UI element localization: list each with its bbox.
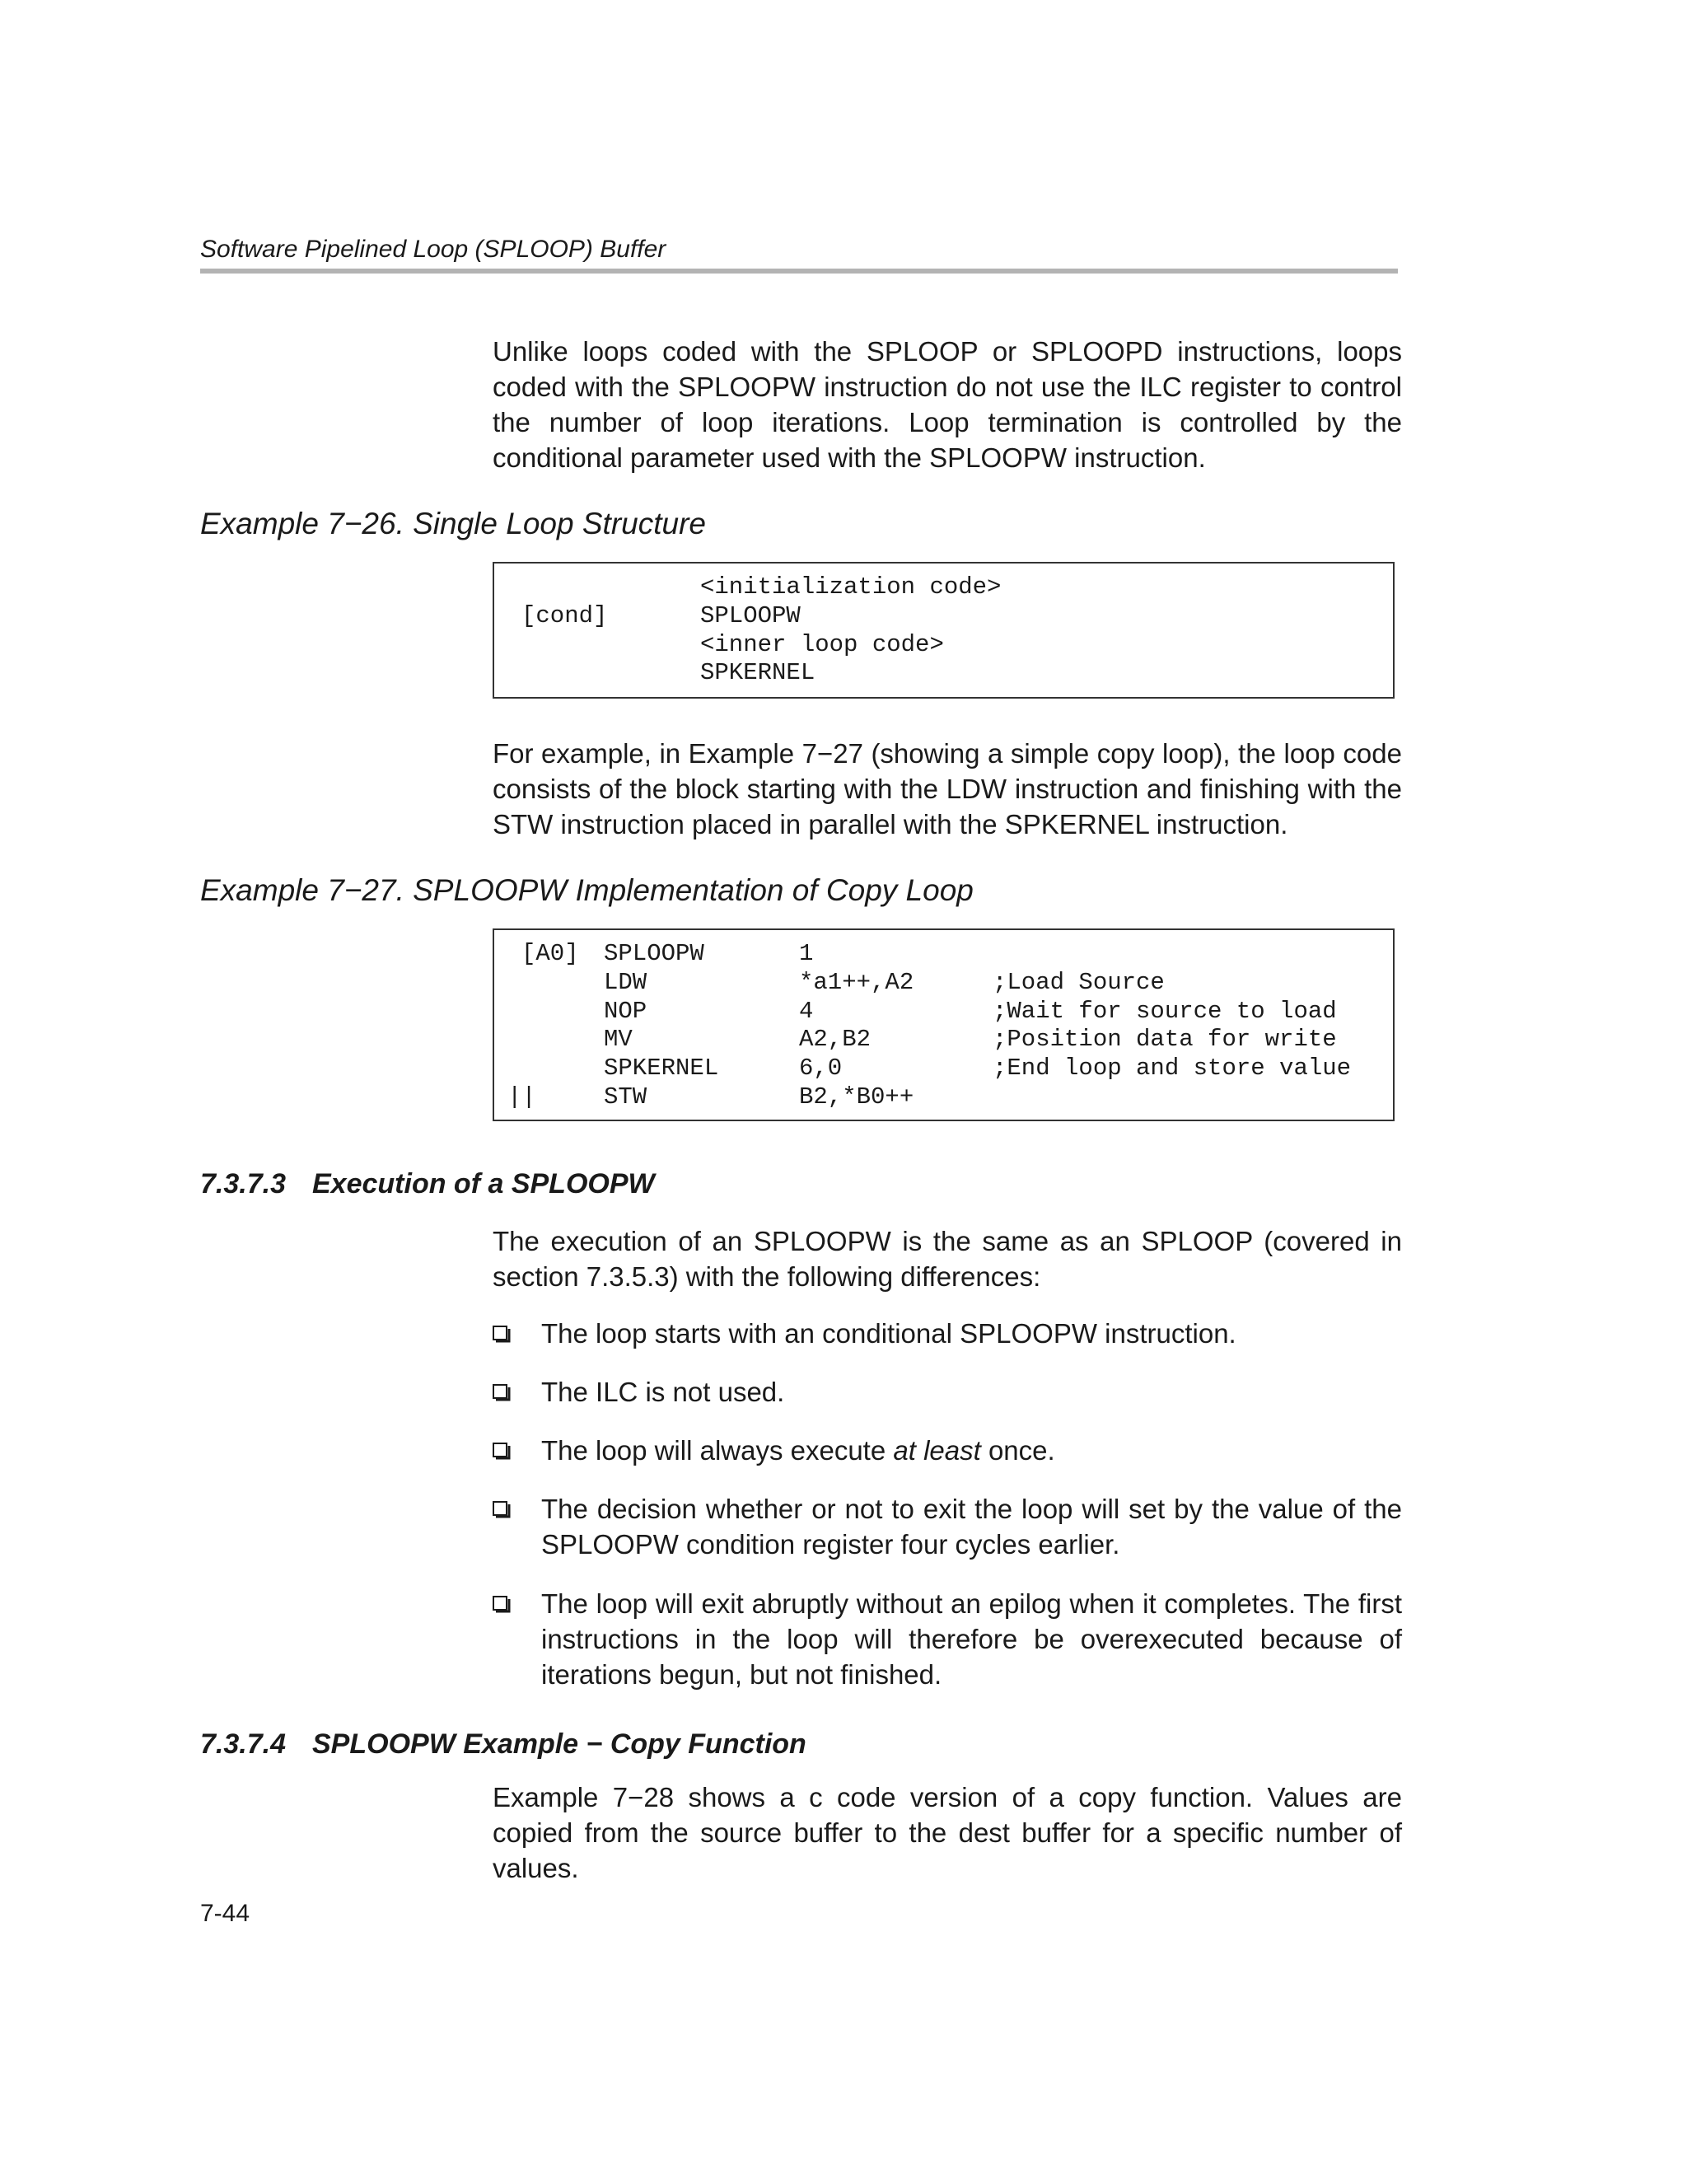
page-number: 7-44 <box>200 1900 250 1927</box>
list-item <box>493 1433 1402 1468</box>
section-title: Execution of a SPLOOPW <box>312 1168 655 1200</box>
code-instr: STW <box>604 1083 647 1111</box>
copy-function-paragraph: Example 7−28 shows a c code version of a copy function. Values are copied from the source buffer to the dest buffer for a specific number of values. <box>493 1782 1402 1883</box>
section-intro-paragraph: The execution of an SPLOOPW is the same as an SPLOOP (covered in section 7.3.5.3) with the following differences: <box>493 1226 1402 1292</box>
code-text: SPKERNEL <box>700 659 815 686</box>
list-item-text: The loop starts with an conditional SPLOOPW instruction. <box>541 1318 1236 1349</box>
list-item-text: The ILC is not used. <box>541 1377 785 1407</box>
code-instr: MV <box>604 1026 633 1053</box>
code-text: <inner loop code> <box>700 631 944 658</box>
example-7-26-code-box <box>493 562 1395 699</box>
intro-paragraph: Unlike loops coded with the SPLOOP or SPLOOPD instructions, loops coded with the SPLOOPW instruction do not use the ILC register to control the number of loop iterations. Loop termination is controlled by the conditional parameter used with the SPLOOPW instruction. <box>493 336 1402 473</box>
list-item <box>493 1374 1402 1410</box>
code-parallel-bars: || <box>507 1083 536 1111</box>
code-pred: [A0] <box>521 940 579 967</box>
code-instr: NOP <box>604 998 647 1025</box>
checkbox-bullet-icon <box>493 1501 511 1519</box>
list-item <box>493 1316 1402 1351</box>
running-title: Software Pipelined Loop (SPLOOP) Buffer <box>200 236 666 263</box>
section-heading-7-3-7-4 <box>200 1728 806 1761</box>
checkbox-bullet-icon <box>493 1384 511 1402</box>
list-item-text: The decision whether or not to exit the loop will set by the value of the SPLOOPW condition register four cycles earlier. <box>541 1494 1402 1560</box>
section-number: 7.3.7.3 <box>200 1168 286 1200</box>
code-operands: A2,B2 <box>799 1026 872 1053</box>
text-run: The loop will always execute <box>541 1435 894 1466</box>
list-item-text: The loop will exit abruptly without an epilog when it completes. The first instructions in the loop will therefore be overexecuted because of iterations begun, but not finished. <box>541 1588 1402 1690</box>
example-7-26-title: Example 7−26. Single Loop Structure <box>200 507 706 540</box>
code-comment: ;Wait for source to load <box>993 998 1337 1025</box>
header-rule <box>200 269 1398 274</box>
code-comment: ;Load Source <box>993 969 1165 996</box>
code-comment: ;Position data for write <box>993 1026 1337 1053</box>
code-operands: 6,0 <box>799 1055 843 1082</box>
checkbox-bullet-icon <box>493 1326 511 1344</box>
code-comment: ;End loop and store value <box>993 1055 1352 1082</box>
emphasis-text: at least <box>893 1435 981 1466</box>
section-title: SPLOOPW Example − Copy Function <box>312 1728 806 1760</box>
middle-paragraph: For example, in Example 7−27 (showing a simple copy loop), the loop code consists of the block starting with the LDW instruction and finishing with the STW instruction placed in parallel with the SPKERNEL instruction. <box>493 738 1402 839</box>
list-item <box>493 1586 1402 1692</box>
code-pred: [cond] <box>521 602 608 629</box>
checkbox-bullet-icon <box>493 1443 511 1461</box>
section-heading-7-3-7-3 <box>200 1168 655 1200</box>
example-7-27-code-box <box>493 928 1395 1121</box>
checkbox-bullet-icon <box>493 1596 511 1614</box>
code-instr: LDW <box>604 969 647 996</box>
code-operands: B2,*B0++ <box>799 1083 914 1111</box>
section-number: 7.3.7.4 <box>200 1728 286 1760</box>
text-run: once. <box>980 1435 1055 1466</box>
code-text: SPLOOPW <box>700 602 801 629</box>
code-operands: 4 <box>799 998 814 1025</box>
list-item-text <box>541 1433 1402 1468</box>
code-operands: 1 <box>799 940 814 967</box>
code-instr: SPKERNEL <box>604 1055 719 1082</box>
list-item <box>493 1491 1402 1562</box>
code-operands: *a1++,A2 <box>799 969 914 996</box>
example-7-27-title: Example 7−27. SPLOOPW Implementation of Copy Loop <box>200 873 974 907</box>
code-instr: SPLOOPW <box>604 940 704 967</box>
code-text: <initialization code> <box>700 573 1002 601</box>
